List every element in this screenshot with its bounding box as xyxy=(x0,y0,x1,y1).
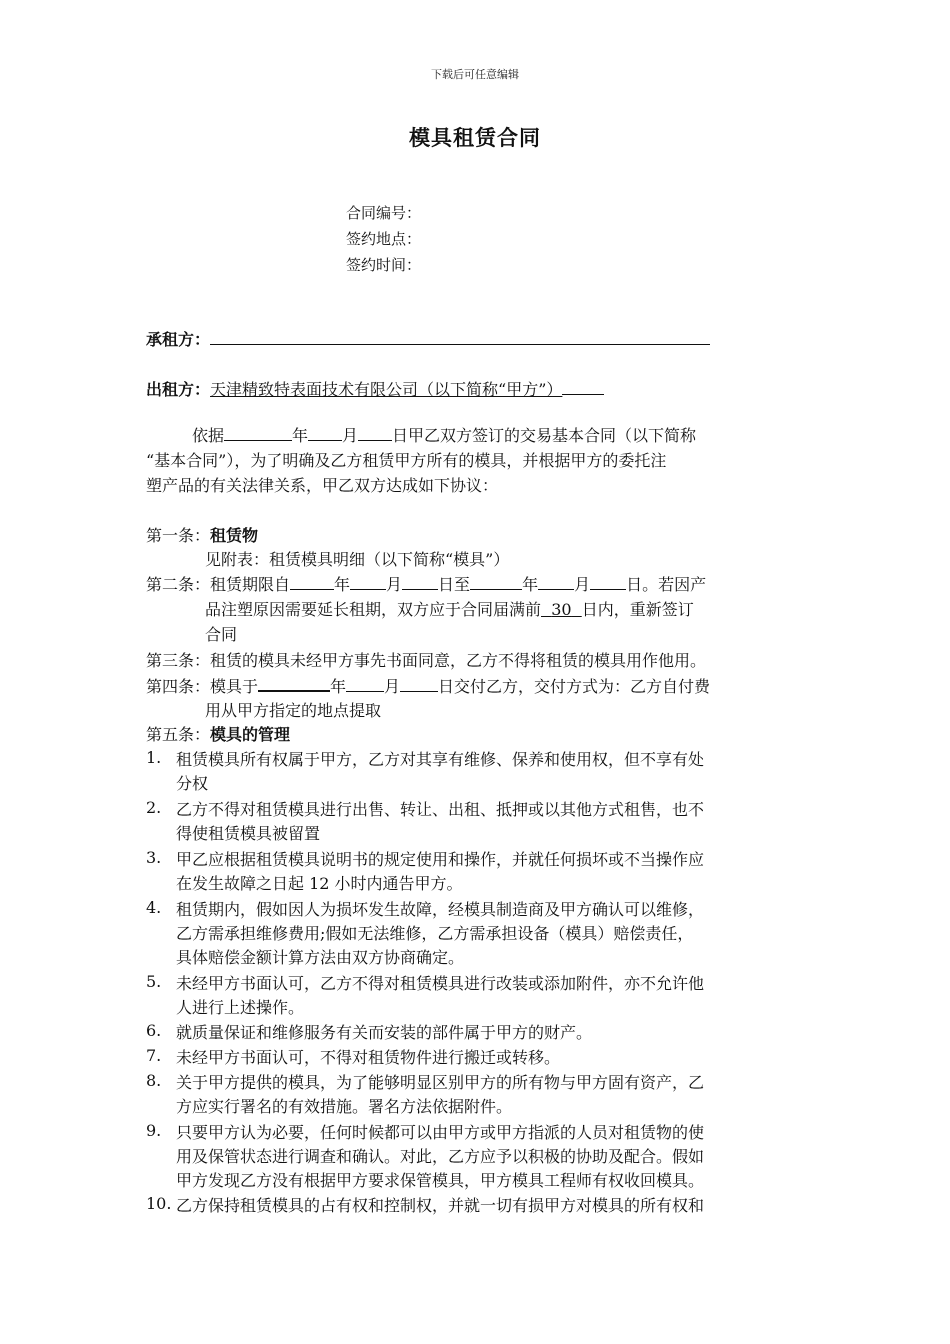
article-text: 日交付乙方，交付方式为：乙方自付费 xyxy=(438,677,711,696)
article-2-line-2 xyxy=(205,598,694,622)
list-item-line: 方应实行署名的有效措施。署名方法依据附件。 xyxy=(176,1097,513,1116)
list-item-line: 在发生故障之日起 12 小时内通告甲方。 xyxy=(176,874,463,893)
renewal-days-value: 30 xyxy=(551,600,572,619)
lessee-line xyxy=(146,327,710,350)
list-item-line: 乙方保持租赁模具的占有权和控制权，并就一切有损甲方对模具的所有权和 xyxy=(176,1196,705,1215)
article-title: 模具的管理 xyxy=(210,725,291,744)
blank xyxy=(538,573,574,590)
article-text: 年 xyxy=(334,575,351,594)
article-1-body: 见附表：租赁模具明细（以下简称“模具”） xyxy=(205,550,510,569)
article-text: 第四条：模具于 xyxy=(146,677,259,696)
sign-time-label: 签约时间： xyxy=(346,256,422,274)
article-text: 年 xyxy=(330,677,347,696)
list-item-line: 只要甲方认为必要，任何时候都可以由甲方或甲方指派的人员对租赁物的使 xyxy=(176,1123,705,1142)
sign-place-label: 签约地点： xyxy=(346,230,422,248)
blank-day xyxy=(358,424,392,441)
article-4-line-1 xyxy=(146,674,710,699)
intro-text: 年 xyxy=(292,426,309,445)
list-item-line: 人进行上述操作。 xyxy=(176,998,305,1017)
lessor-label: 出租方： xyxy=(146,380,211,399)
blank xyxy=(402,573,438,590)
lessor-blank xyxy=(562,378,604,395)
list-item-line: 租赁期内，假如因人为损坏发生故障，经模具制造商及甲方确认可以维修， xyxy=(176,900,705,919)
blank-month xyxy=(308,424,342,441)
list-item-line: 乙方需承担维修费用;假如无法维修，乙方需承担设备（模具）赔偿责任， xyxy=(176,924,694,943)
contract-number-label: 合同编号： xyxy=(346,204,422,222)
blank xyxy=(470,573,522,590)
article-4-line-2: 用从甲方指定的地点提取 xyxy=(205,701,382,720)
list-item-line: 用及保管状态进行调查和确认。对此，乙方应予以积极的协助及配合。假如 xyxy=(176,1147,705,1166)
renewal-days xyxy=(541,600,582,619)
lessor-name: 天津精致特表面技术有限公司（以下简称“甲方”） xyxy=(210,380,563,399)
document-title: 模具租赁合同 xyxy=(409,125,541,150)
article-text: 第二条：租赁期限自 xyxy=(146,575,291,594)
item-number: 9. xyxy=(146,1121,162,1140)
item-number: 3. xyxy=(146,848,162,867)
article-text: 日至 xyxy=(438,575,471,594)
blank xyxy=(290,573,334,590)
article-2-line-3: 合同 xyxy=(205,625,238,644)
item-number: 8. xyxy=(146,1071,162,1090)
list-item-line: 甲方发现乙方没有根据甲方要求保管模具，甲方模具工程师有权收回模具。 xyxy=(176,1171,705,1190)
article-text: 年 xyxy=(522,575,539,594)
article-5-heading xyxy=(146,723,290,747)
list-item-line: 就质量保证和维修服务有关而安装的部件属于甲方的财产。 xyxy=(176,1023,593,1042)
article-text: 月 xyxy=(386,575,403,594)
item-number: 6. xyxy=(146,1021,162,1040)
article-2-line-1 xyxy=(146,573,706,597)
lessee-label: 承租方： xyxy=(146,330,211,349)
item-number: 7. xyxy=(146,1046,162,1065)
item-number: 5. xyxy=(146,972,162,991)
list-item-line: 具体赔偿金额计算方法由双方协商确定。 xyxy=(176,948,465,967)
article-prefix: 第五条： xyxy=(146,725,211,744)
intro-text: 依据 xyxy=(192,426,225,445)
article-1-heading xyxy=(146,524,258,548)
lessor-line xyxy=(146,377,604,400)
intro-line-3: 塑产品的有关法律关系，甲乙双方达成如下协议： xyxy=(146,476,499,495)
list-item-line: 未经甲方书面认可，不得对租赁物件进行搬迁或转移。 xyxy=(176,1048,561,1067)
article-text: 品注塑原因需要延长租期，双方应于合同届满前 xyxy=(205,600,542,619)
list-item-line: 乙方不得对租赁模具进行出售、转让、出租、抵押或以其他方式租售，也不 xyxy=(176,800,705,819)
item-number: 2. xyxy=(146,798,162,817)
article-3: 第三条：租赁的模具未经甲方事先书面同意，乙方不得将租赁的模具用作他用。 xyxy=(146,651,707,670)
blank xyxy=(400,675,438,692)
article-text: 日。若因产 xyxy=(626,575,707,594)
list-item-line: 得使租赁模具被留置 xyxy=(176,824,321,843)
blank xyxy=(346,675,384,692)
intro-text: 月 xyxy=(342,426,359,445)
item-number: 1. xyxy=(146,748,162,767)
list-item-line: 关于甲方提供的模具，为了能够明显区别甲方的所有物与甲方固有资产，乙 xyxy=(176,1073,705,1092)
item-number: 10. xyxy=(146,1194,172,1213)
blank xyxy=(350,573,386,590)
intro-line-1 xyxy=(192,424,696,448)
item-number: 4. xyxy=(146,898,162,917)
header-note: 下载后可任意编辑 xyxy=(431,68,519,81)
article-text: 日内，重新签订 xyxy=(581,600,694,619)
blank-year xyxy=(224,424,292,441)
lessee-blank xyxy=(210,328,710,345)
blank xyxy=(590,573,626,590)
article-text: 月 xyxy=(384,677,401,696)
list-item-line: 未经甲方书面认可，乙方不得对租赁模具进行改装或添加附件，亦不允许他 xyxy=(176,974,705,993)
intro-line-2: “基本合同”），为了明确及乙方租赁甲方所有的模具，并根据甲方的委托注 xyxy=(146,451,667,470)
article-prefix: 第一条： xyxy=(146,526,211,545)
intro-text: 日甲乙双方签订的交易基本合同（以下简称 xyxy=(392,426,697,445)
list-item-line: 甲乙应根据租赁模具说明书的规定使用和操作，并就任何损坏或不当操作应 xyxy=(176,850,705,869)
list-item-line: 租赁模具所有权属于甲方，乙方对其享有维修、保养和使用权，但不享有处 xyxy=(176,750,705,769)
article-text: 月 xyxy=(574,575,591,594)
list-item-line: 分权 xyxy=(176,774,209,793)
article-title: 租赁物 xyxy=(210,526,259,545)
blank xyxy=(258,674,330,692)
